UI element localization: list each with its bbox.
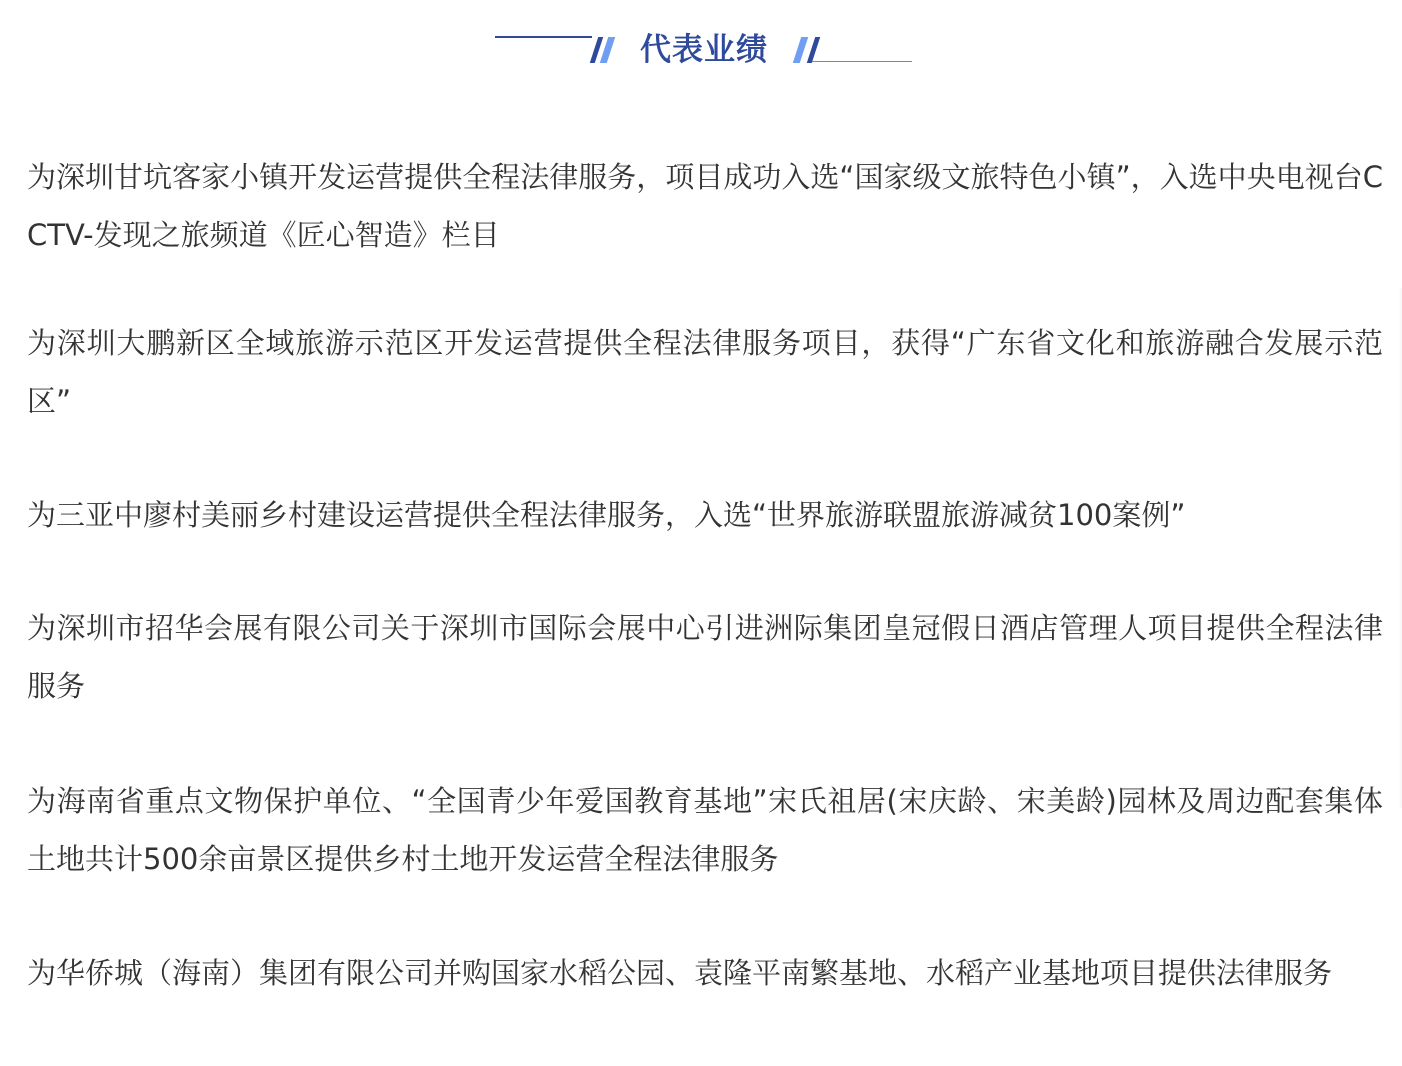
achievement-item: 为华侨城（海南）集团有限公司并购国家水稻公园、袁隆平南繁基地、水稻产业基地项目提供法律服务 — [27, 956, 1333, 990]
achievement-item: 为深圳大鹏新区全域旅游示范区开发运营提供全程法律服务项目，获得“广东省文化和旅游融合发展示范区” — [27, 326, 1383, 418]
achievement-item: 为海南省重点文物保护单位、“全国青少年爱国教育基地”宋氏祖居(宋庆龄、宋美龄)园林及周边配套集体土地共计500余亩景区提供乡村土地开发运营全程法律服务 — [27, 784, 1383, 876]
achievement-item: 为深圳市招华会展有限公司关于深圳市国际会展中心引进洲际集团皇冠假日酒店管理人项目提供全程法律服务 — [27, 611, 1383, 703]
section-title: 代表业绩 — [640, 32, 768, 68]
achievement-item: 为深圳甘坑客家小镇开发运营提供全程法律服务，项目成功入选“国家级文旅特色小镇”，入选中央电视台CCTV-发现之旅频道《匠心智造》栏目 — [27, 160, 1383, 252]
header-decor-slash — [807, 37, 820, 63]
header-decor-slash — [600, 37, 615, 63]
section-header — [0, 0, 1402, 100]
header-decor-line-left — [495, 36, 592, 38]
header-decor-slash — [793, 37, 808, 63]
achievement-item: 为三亚中廖村美丽乡村建设运营提供全程法律服务，入选“世界旅游联盟旅游减贫100案例” — [27, 498, 1186, 532]
header-decor-line-right — [812, 61, 912, 62]
